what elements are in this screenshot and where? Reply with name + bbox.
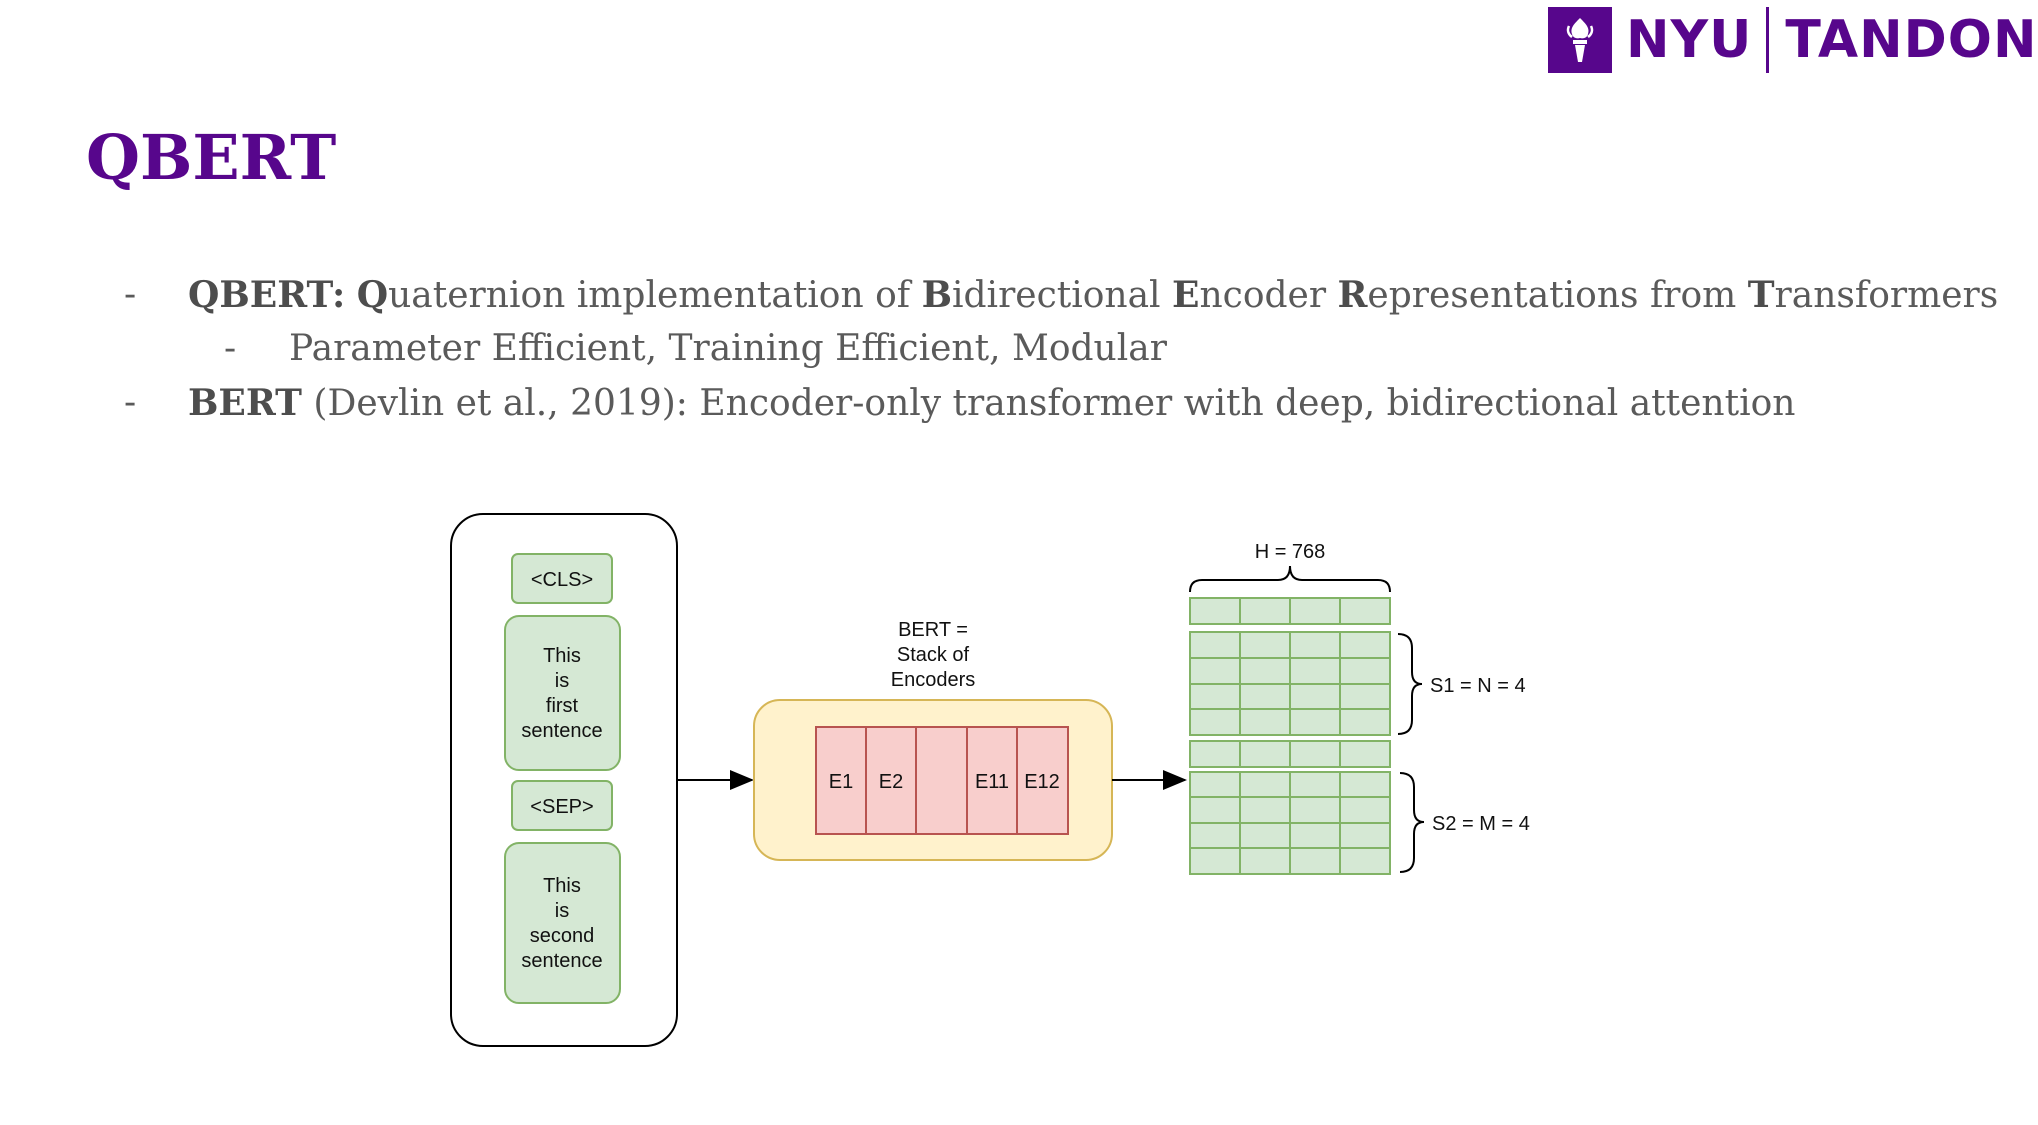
sentence1-word: first bbox=[545, 695, 579, 717]
encoder-cell-ellipsis bbox=[916, 727, 967, 834]
encoder-cells bbox=[816, 727, 1068, 834]
sentence1-word: is bbox=[554, 670, 570, 692]
word-part: epresentations from bbox=[1367, 275, 1748, 316]
sentence2-word: second bbox=[529, 925, 595, 947]
acronym-e: E bbox=[1172, 274, 1200, 316]
bert-label-line: Stack of bbox=[896, 644, 970, 666]
word-part: ncoder bbox=[1199, 275, 1338, 316]
bullet-bert-lead: BERT bbox=[188, 382, 302, 424]
sep-output-row bbox=[1190, 741, 1390, 767]
s2-output-grid bbox=[1190, 772, 1390, 874]
acronym-t: T bbox=[1747, 274, 1775, 316]
sentence1-box bbox=[505, 616, 620, 770]
cls-token-label: <CLS> bbox=[530, 569, 594, 591]
bullet-qbert-lead: QBERT: bbox=[188, 274, 346, 316]
bullet-dash: - bbox=[124, 274, 137, 315]
s2-label: S2 = M = 4 bbox=[1432, 813, 1530, 835]
encoder-label: E12 bbox=[1024, 771, 1060, 793]
logo-tandon-text: TANDON bbox=[1785, 10, 2038, 70]
hidden-size-brace bbox=[1190, 566, 1390, 592]
sentence2-word: is bbox=[554, 900, 570, 922]
sentence1-word: This bbox=[543, 645, 581, 667]
word-part: ransformers bbox=[1774, 275, 1999, 316]
s1-brace bbox=[1398, 634, 1422, 734]
bullet-dash: - bbox=[224, 328, 237, 369]
s1-label: S1 = N = 4 bbox=[1430, 675, 1526, 697]
hidden-size-label: H = 768 bbox=[1254, 541, 1326, 563]
encoder-label: E1 bbox=[828, 771, 854, 793]
s2-brace bbox=[1400, 773, 1424, 872]
bert-label-line: BERT = bbox=[898, 619, 968, 641]
acronym-b: B bbox=[921, 274, 952, 316]
bullet-dash: - bbox=[124, 382, 137, 423]
slide-title: QBERT bbox=[86, 121, 337, 194]
acronym-r: R bbox=[1337, 274, 1368, 316]
sentence2-word: This bbox=[543, 875, 581, 897]
acronym-q: Q bbox=[356, 274, 389, 316]
encoder-label: E2 bbox=[878, 771, 904, 793]
word-part: idirectional bbox=[952, 275, 1173, 316]
bert-label-line: Encoders bbox=[890, 669, 976, 691]
bullet-bert-desc: (Devlin et al., 2019): Encoder-only transformer with deep, bidirectional attention bbox=[313, 383, 1796, 424]
word-part: uaternion implementation of bbox=[388, 275, 922, 316]
sentence2-box bbox=[505, 843, 620, 1003]
sep-token-label: <SEP> bbox=[530, 796, 594, 818]
s1-output-grid bbox=[1190, 632, 1390, 735]
encoder-label: E11 bbox=[974, 771, 1010, 793]
cls-output-row bbox=[1190, 598, 1390, 624]
sentence1-word: sentence bbox=[521, 720, 603, 742]
sub-bullet-text: Parameter Efficient, Training Efficient, Modular bbox=[289, 328, 1167, 369]
sentence2-word: sentence bbox=[521, 950, 603, 972]
logo-nyu-text: NYU bbox=[1626, 10, 1753, 70]
